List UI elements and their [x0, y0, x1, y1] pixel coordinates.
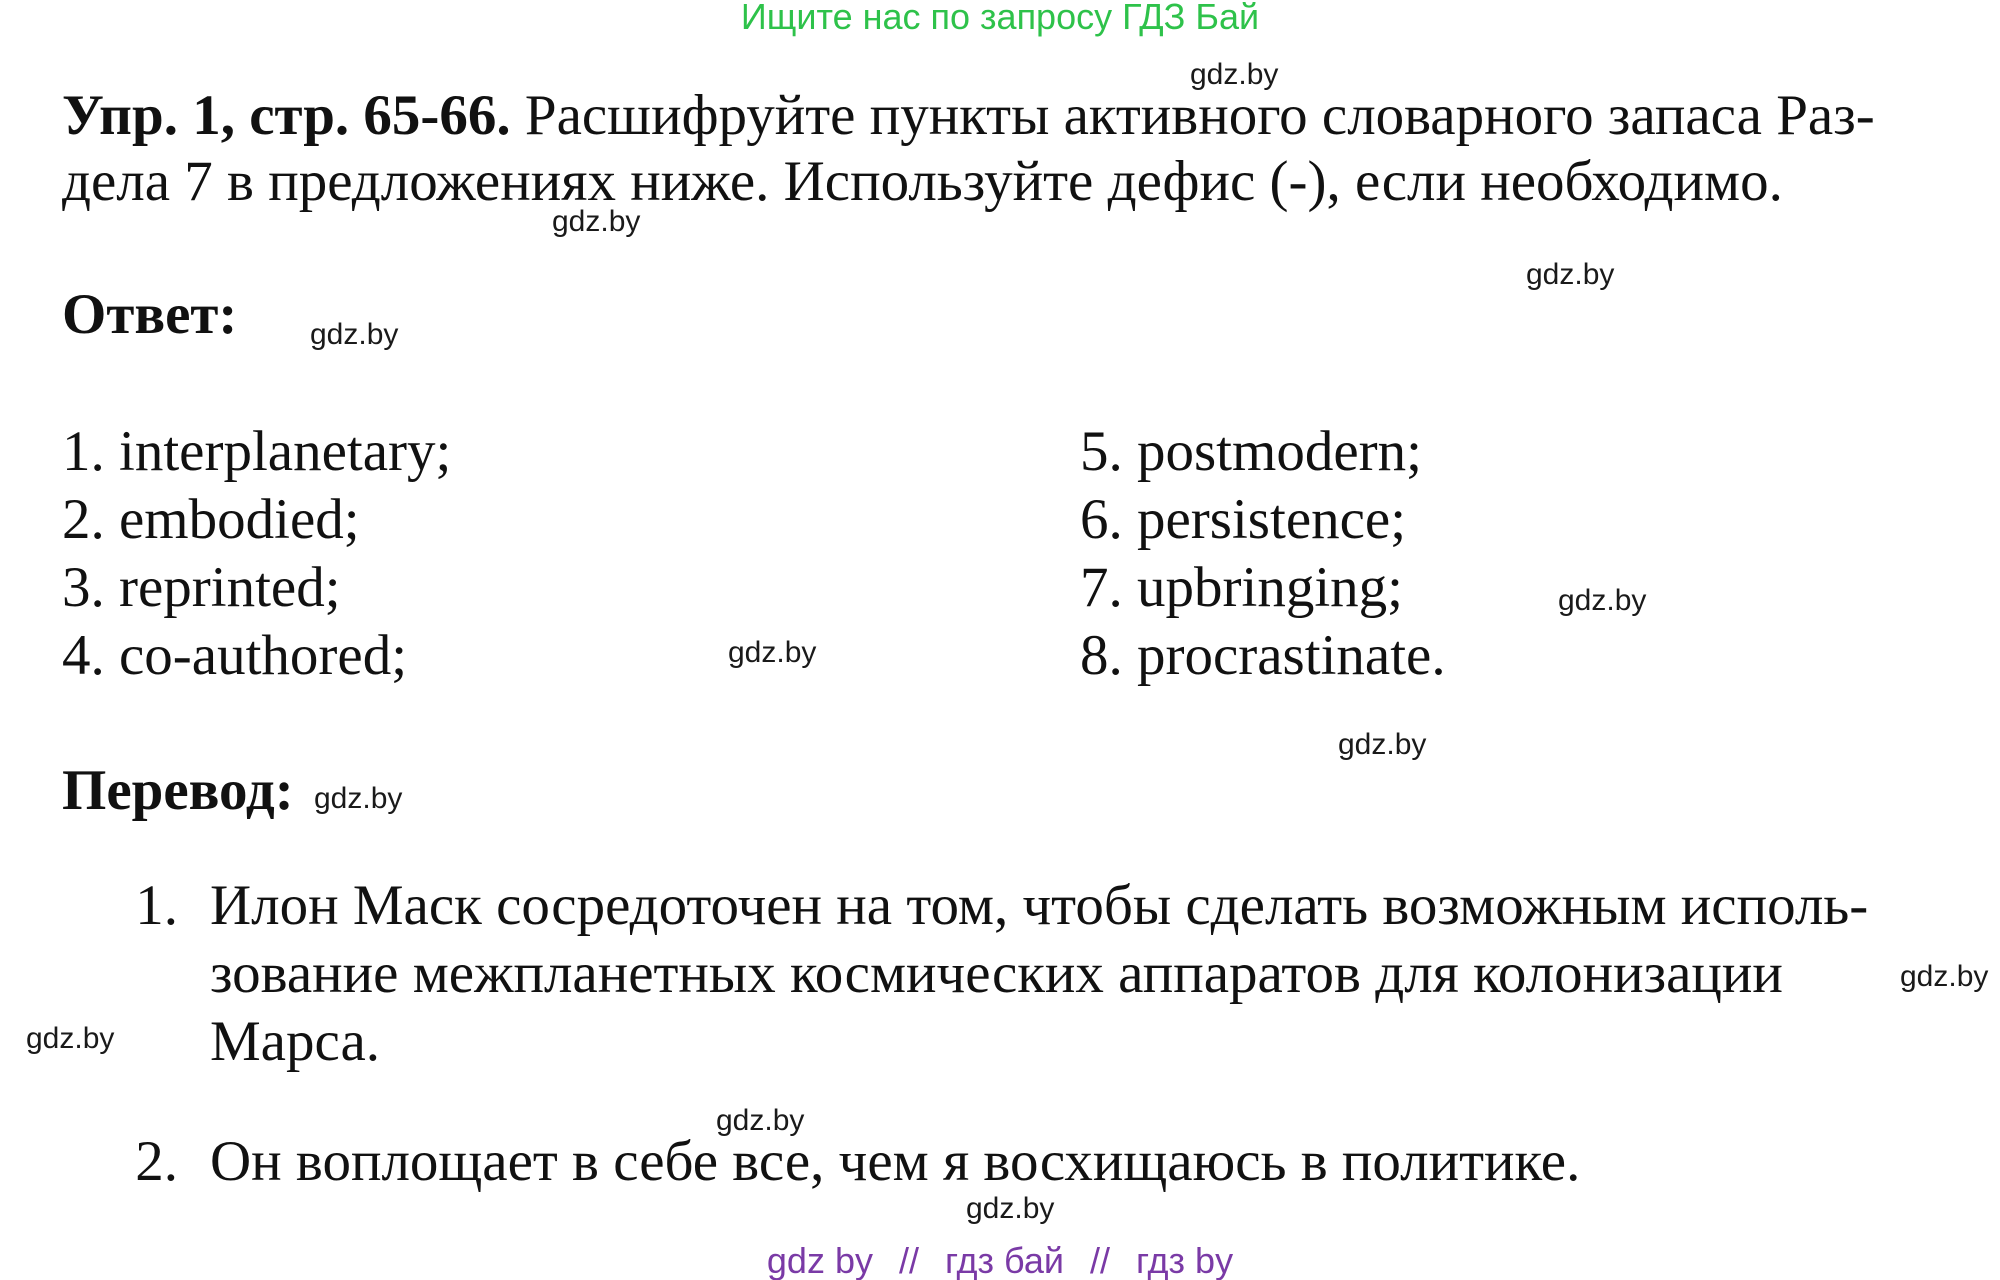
watermark: gdz.by	[1526, 258, 1615, 291]
translation-item-number: 1.	[135, 874, 178, 937]
answer-heading: Ответ:	[62, 283, 238, 346]
answer-item: 2. embodied;	[62, 488, 360, 551]
watermark: gdz.by	[26, 1022, 115, 1055]
answer-item: 7. upbringing;	[1080, 556, 1403, 619]
exercise-text: Расшифруйте пункты активного словарного запаса Раз-	[524, 84, 1875, 147]
footer-separator: //	[1090, 1240, 1111, 1280]
watermark: gdz.by	[728, 636, 817, 669]
translation-item-line: зование межпланетных космических аппаратов для колонизации	[210, 942, 1783, 1005]
translation-item-number: 2.	[135, 1130, 178, 1193]
translation-item-line: Он воплощает в себе все, чем я восхищаюсь в политике.	[210, 1130, 1581, 1193]
watermark: gdz.by	[1190, 58, 1279, 91]
footer-link[interactable]: гдз by	[1136, 1240, 1234, 1280]
footer-link[interactable]: гдз бай	[945, 1240, 1064, 1280]
answer-item: 4. co-authored;	[62, 624, 408, 687]
answer-item: 6. persistence;	[1080, 488, 1407, 551]
exercise-label: Упр. 1, стр. 65-66.	[62, 84, 511, 147]
exercise-line-1	[62, 82, 1875, 150]
answer-item: 3. reprinted;	[62, 556, 341, 619]
footer-separator: //	[899, 1240, 920, 1280]
search-banner[interactable]: Ищите нас по запросу ГДЗ Бай	[740, 0, 1260, 37]
watermark: gdz.by	[552, 205, 641, 238]
exercise-line-2: дела 7 в предложениях ниже. Используйте дефис (-), если необходимо.	[62, 150, 1783, 213]
watermark: gdz.by	[314, 782, 403, 815]
watermark: gdz.by	[1900, 960, 1989, 993]
watermark: gdz.by	[1338, 728, 1427, 761]
answer-item: 8. procrastinate.	[1080, 624, 1446, 687]
answer-item: 1. interplanetary;	[62, 420, 452, 483]
watermark: gdz.by	[716, 1104, 805, 1137]
answer-item: 5. postmodern;	[1080, 420, 1422, 483]
translation-item-line: Марса.	[210, 1010, 381, 1073]
translation-item-line: Илон Маск сосредоточен на том, чтобы сделать возможным исполь-	[210, 874, 1869, 937]
footer-link[interactable]: gdz by	[766, 1240, 873, 1280]
translation-heading: Перевод:	[62, 759, 294, 822]
watermark: gdz.by	[966, 1192, 1055, 1225]
footer-links	[0, 1240, 2000, 1280]
watermark: gdz.by	[1558, 584, 1647, 617]
watermark: gdz.by	[310, 318, 399, 351]
